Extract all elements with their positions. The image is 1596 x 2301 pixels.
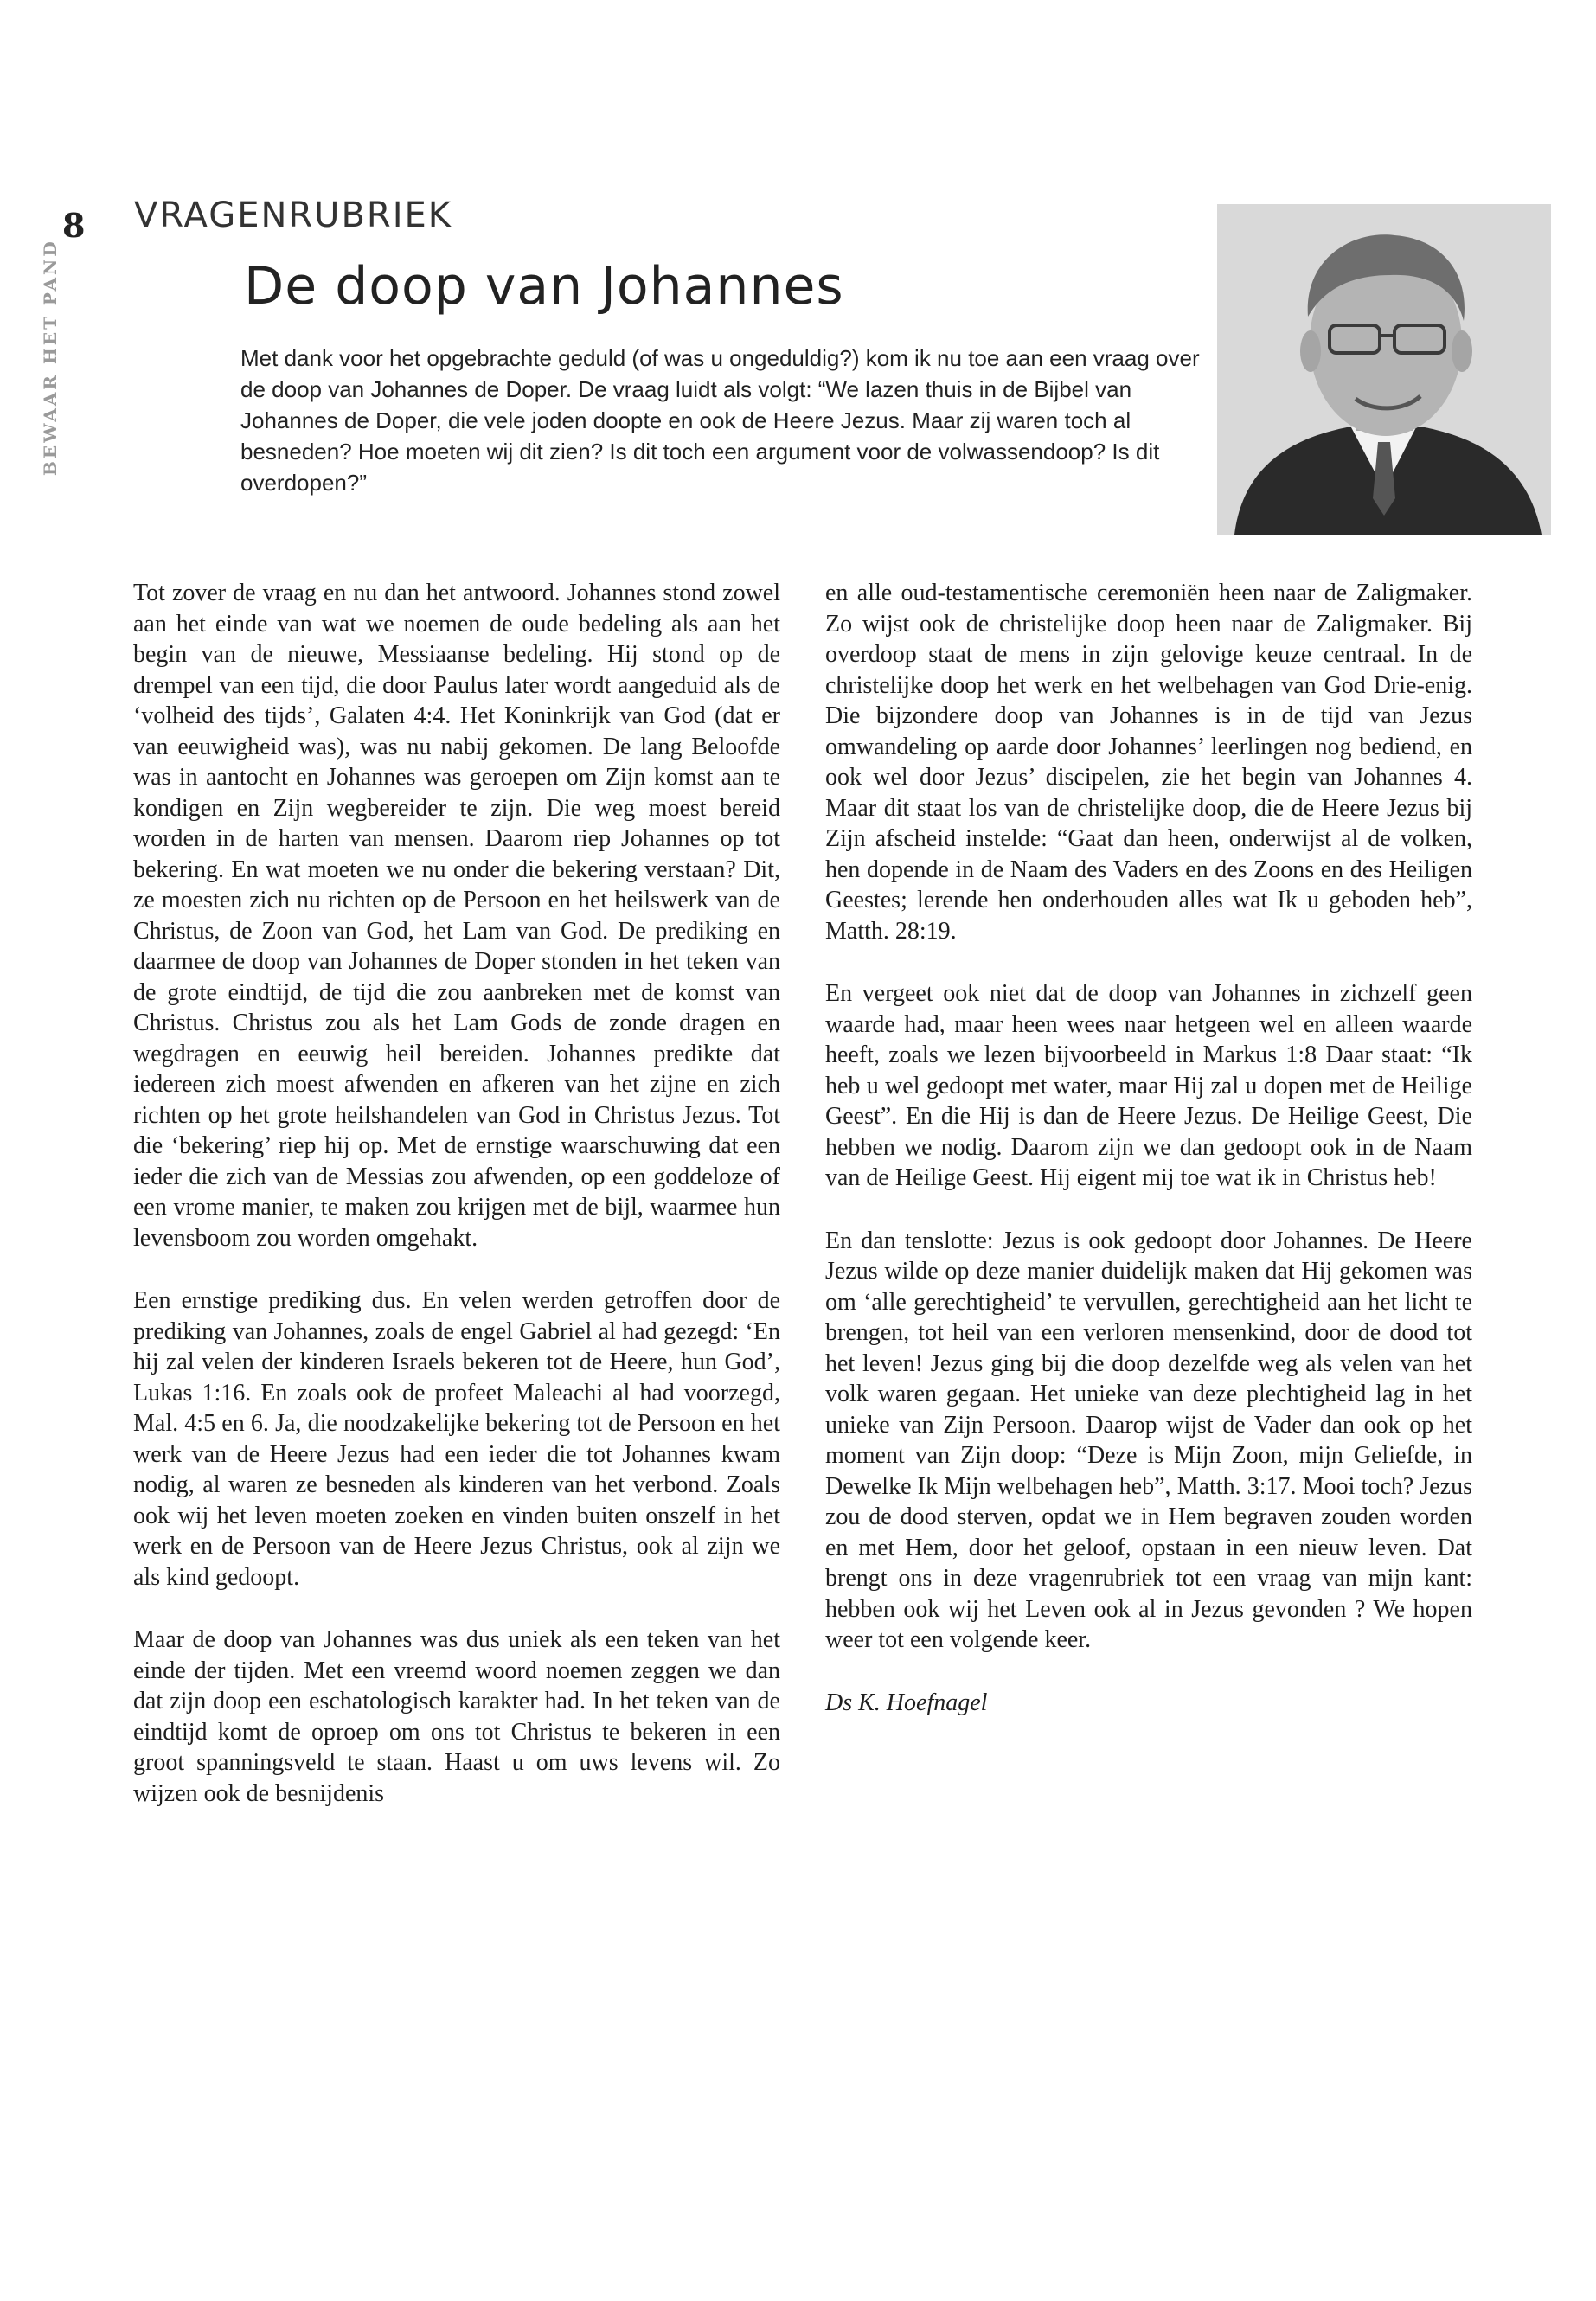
- body-paragraph: En vergeet ook niet dat de doop van Johannes in zichzelf geen waarde had, maar heen wees naar hetgeen wel en alleen waarde heeft, zoals we lezen bijvoorbeeld in Markus 1:8 Daar staat: “Ik heb u wel gedoopt met water, maar Hij zal u dopen met de Heilige Geest”. En die Hij is dan de Heere Jezus. De Heilige Geest, Die hebben we nodig. Daarom zijn we dan gedoopt ook in de Naam van de Heilige Geest. Hij eigent mij toe wat ik in Christus heb!: [825, 980, 1472, 1191]
- author-signature: Ds K. Hoefnagel: [825, 1689, 988, 1716]
- section-label: VRAGENRUBRIEK: [134, 195, 452, 235]
- intro-paragraph: Met dank voor het opgebrachte geduld (of was u ongeduldig?) kom ik nu toe aan een vraag over de doop van Johannes de Doper. De vraag luidt als volgt: “We lazen thuis in de Bijbel van Johannes de Doper, die vele joden doopte en ook de Heere Jezus. Maar zij waren toch al besneden? Hoe moeten wij dit zien? Is dit toch een argument voor de volwassendoop? Is dit overdopen?”: [240, 345, 1200, 496]
- body-paragraph: en alle oud-testamentische ceremoniën heen naar de Zaligmaker. Zo wijst ook de christelijke doop heen naar de Zaligmaker. Bij overdoop staat de mens in zijn gelovige keuze centraal. In de christelijke doop het werk en het welbehagen van God Drie-enig. Die bijzondere doop van Johannes is in de tijd van Jezus omwandeling op aarde door Johannes’ leerlingen nog bediend, en ook wel door Jezus’ discipelen, zie het begin van Johannes 4. Maar dit staat los van de christelijke doop, die de Heere Jezus bij Zijn afscheid instelde: “Gaat dan heen, onderwijst al de volken, hen dopende in de Naam des Vaders en des Zoons en des Heiligen Geestes; lerende hen onderhouden alles wat Ik u geboden heb”, Matth. 28:19.: [825, 580, 1472, 945]
- body-paragraph: Tot zover de vraag en nu dan het antwoord. Johannes stond zowel aan het einde van wat we noemen de oude bedeling als aan het begin van de nieuwe, Messiaanse bedeling. Hij stond op de drempel van een tijd, die door Paulus later wordt aangeduid als de ‘volheid des tijds’, Galaten 4:4. Het Koninkrijk van God (dat er van eeuwigheid was), was nu nabij gekomen. De lang Beloofde was in aantocht en Johannes was geroepen om Zijn komst aan te kondigen en Zijn wegbereider te zijn. Die weg moest bereid worden in de harten van mensen. Daarom riep Johannes op tot bekering. En wat moeten we nu onder die bekering verstaan? Dit, ze moesten zich nu richten op de Persoon en het heilswerk van de Christus, de Zoon van God, het Lam van God. De prediking en daarmee de doop van Johannes de Doper stonden in het teken van de grote eindtijd, de tijd die zou aanbreken met de komst van Christus. Christus zou als het Lam Gods de zonde dragen en wegdragen en eeuwig heil bereiden. Johannes predikte dat iedereen zich moest afwenden en afkeren van het zijne en zich richten op het grote heilshandelen van God in Christus Jezus. Tot die ‘bekering’ riep hij op. Met de ernstige waarschuwing dat een ieder die zich van de Messias zou afwenden, op een goddeloze of een vrome manier, te maken zou krijgen met de bijl, waarmee hun levensboom zou worden omgehakt.: [133, 580, 780, 1252]
- left-column: [133, 578, 780, 1841]
- body-paragraph: Een ernstige prediking dus. En velen werden getroffen door de prediking van Johannes, zoals de engel Gabriel al had gezegd: ‘En hij zal velen der kinderen Israels bekeren tot de Heere, hun God’, Lukas 1:16. En zoals ook de profeet Maleachi al had voorzegd, Mal. 4:5 en 6. Ja, die noodzakelijke bekering tot de Persoon en het werk van de Heere Jezus had een ieder die tot Johannes kwam nodig, al waren ze besneden als kinderen van het verbond. Zoals ook wij het leven moeten zoeken en vinden buiten onszelf in het werk en de Persoon van de Heere Jezus Christus, ook al zijn we als kind gedoopt.: [133, 1287, 780, 1591]
- article-title: De doop van Johannes: [244, 256, 844, 317]
- side-label: BEWAAR HET PAND: [40, 239, 61, 476]
- body-paragraph: Maar de doop van Johannes was dus uniek als een teken van het einde der tijden. Met een vreemd woord noemen zeggen we dan dat zijn doop een eschatologisch karakter had. In het teken van de eindtijd komt de oproep om ons tot Christus te bekeren in een groot spanningsveld te staan. Haast u om uws levens wil. Zo wijzen ook de besnijdenis: [133, 1626, 780, 1807]
- author-portrait: [1217, 204, 1551, 535]
- body-paragraph: En dan tenslotte: Jezus is ook gedoopt door Johannes. De Heere Jezus wilde op deze manier duidelijk maken dat Hij gekomen was om ‘alle gerechtigheid’ te vervullen, gerechtigheid aan het licht te brengen, tot heil van een verloren mensenkind, door de dood tot het leven! Jezus ging bij die doop dezelfde weg als velen van het volk waren gegaan. Het unieke van deze plechtigheid lag in het unieke van Zijn Persoon. Daarop wijst de Vader dan ook op het moment van Zijn doop: “Deze is Mijn Zoon, mijn Geliefde, in Dewelke Ik Mijn welbehagen heb”, Matth. 3:17. Mooi toch? Jezus zou de dood sterven, opdat we in Hem begraven zouden worden en met Hem, door het geloof, opstaan in een nieuw leven. Dat brengt ons in deze vragenrubriek tot een vraag van mijn kant: hebben ook wij het Leven ook al in Jezus gevonden ? We hopen weer tot een volgende keer.: [825, 1227, 1472, 1653]
- article-body: [133, 578, 1472, 1841]
- right-column: [825, 578, 1472, 1841]
- page-number: 8: [62, 206, 86, 245]
